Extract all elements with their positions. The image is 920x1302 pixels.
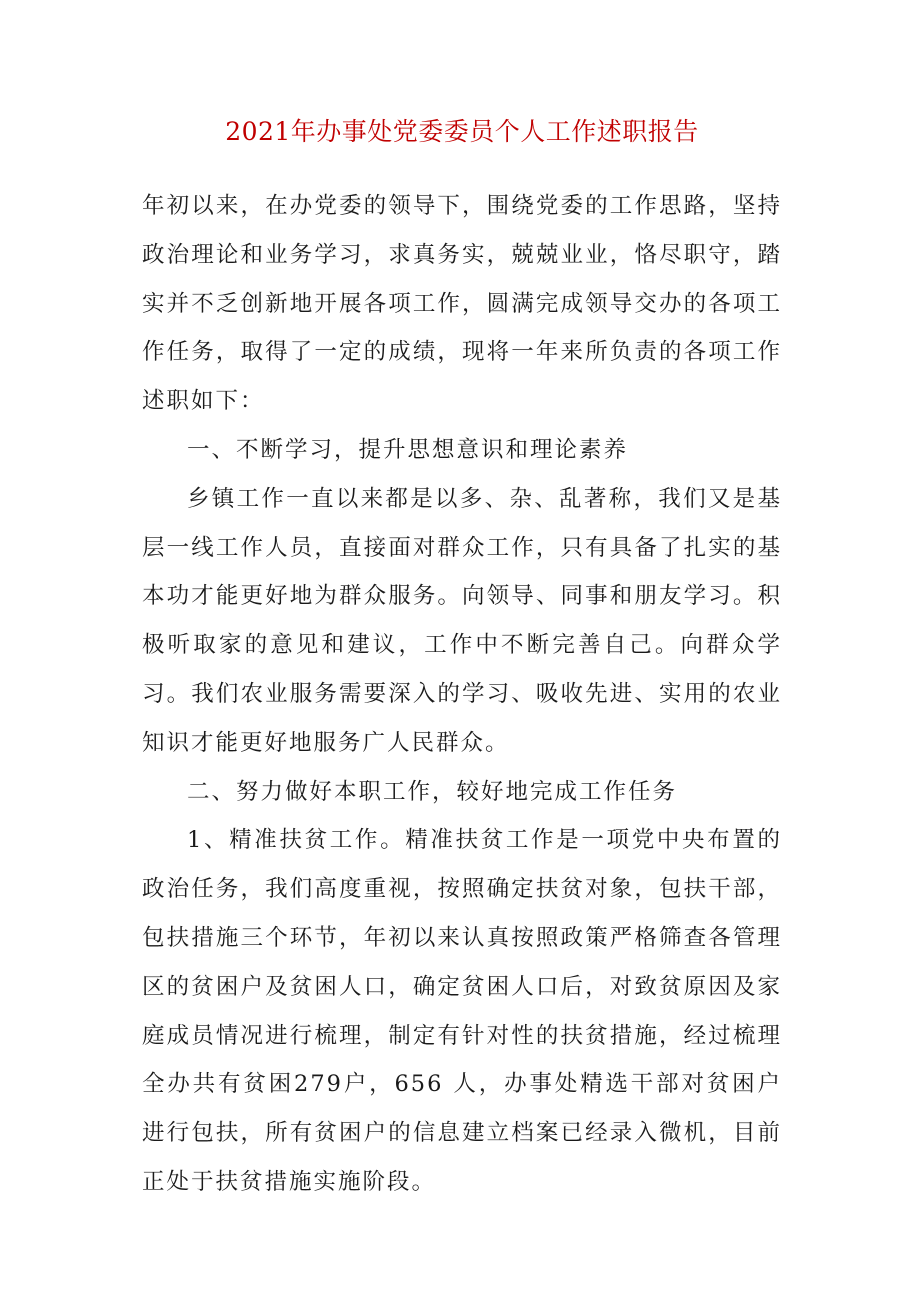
document-title: 2021年办事处党委委员个人工作述职报告: [225, 117, 699, 146]
paragraph-learning: 乡镇工作一直以来都是以多、杂、乱著称，我们又是基层一线工作人员，直接面对群众工作，只有具备了扎实的基本功才能更好地为群众服务。向领导、同事和朋友学习。积极听取家的意见和建议，工作中不断完善自己。向群众学习。我们农业服务需要深入的学习、吸收先进、实用的农业知识才能更好地服务广人民群众。: [142, 485, 782, 756]
section-heading-1: 一、不断学习，提升思想意识和理论素养: [187, 436, 629, 463]
paragraph-intro: 年初以来，在办党委的领导下，围绕党委的工作思路，坚持政治理论和业务学习，求真务实，兢兢业业，恪尽职守，踏实并不乏创新地开展各项工作，圆满完成领导交办的各项工作任务，取得了一定的成绩，现将一年来所负责的各项工作述职如下：: [142, 193, 782, 415]
paragraph-poverty-alleviation: 1、精准扶贫工作。精准扶贫工作是一项党中央布置的政治任务，我们高度重视，按照确定扶贫对象，包扶干部，包扶措施三个环节，年初以来认真按照政策严格筛查各管理区的贫困户及贫困人口，确定贫困人口后，对致贫原因及家庭成员情况进行梳理，制定有针对性的扶贫措施，经过梳理全办共有贫困279户，656 人，办事处精选干部对贫困户进行包扶，所有贫困户的信息建立档案已经录入微机，目前正处于扶贫措施实施阶段。: [142, 827, 782, 1195]
section-heading-2: 二、努力做好本职工作，较好地完成工作任务: [187, 778, 678, 805]
